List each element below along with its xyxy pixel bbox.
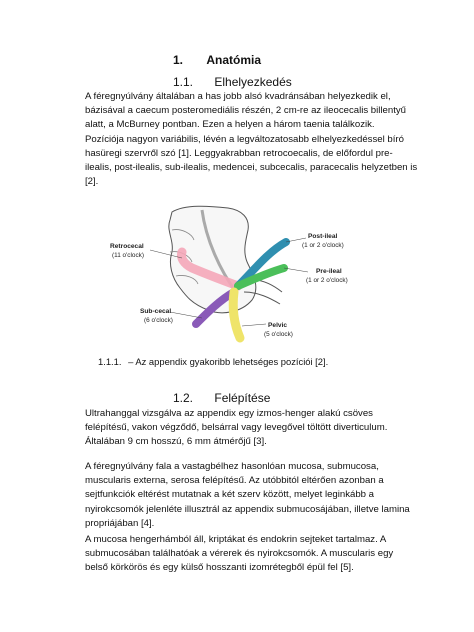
section-1-2-heading [173, 391, 270, 405]
pelvic-label: Pelvic [268, 322, 288, 329]
text-line: A féregnyúlvány fala a vastagbélhez hasonlóan mucosa, submucosa, [85, 461, 379, 472]
subcecal-label: Sub-cecal [140, 308, 172, 315]
appendix-positions-figure [110, 200, 360, 350]
section-number: 1.2. [173, 391, 194, 405]
section-title: Anatómia [206, 53, 262, 67]
section-number: 1. [173, 53, 184, 67]
text-line: A mucosa hengerhámból áll, kriptákat és endokrin sejteket tartalmaz. A [85, 534, 387, 545]
text-line: propriájában [4]. [85, 517, 155, 529]
text-line: muscularis externa, serosa felépítésű. Az utóbbitól eltérően azonban a [85, 475, 384, 487]
text-line: felépítésű, vakon végződő, belsárral vagy levegővel töltött diverticulum. [85, 422, 388, 434]
paragraph-location [85, 90, 417, 189]
text-line: alatt, a McBurney pontban. Ezen a helyen a három taenia találkozik. [85, 119, 375, 131]
pelvic-position: (5 o'clock) [264, 331, 293, 338]
paragraph-ultrasound [85, 407, 387, 450]
preileal-label: Pre-ileal [316, 268, 342, 275]
text-line: Pozíciója nagyon variábilis, lévén a legváltozatosabb elhelyezkedéssel bíró [85, 133, 404, 145]
postileal-label: Post-ileal [308, 233, 338, 240]
figure-caption [98, 356, 328, 367]
text-line: ilealis, post-ilealis, sub-ilealis, medencei, subcecalis, paracecalis helyzetben is [85, 162, 418, 174]
postileal-position: (1 or 2 o'clock) [302, 242, 344, 249]
paragraph-mucosa [85, 533, 393, 576]
section-1-heading [173, 53, 261, 67]
text-line: hasüregi szervről szó [1]. Leggyakrabban retrocoecalis, de előfordul pre- [85, 147, 393, 159]
section-title: Elhelyezkedés [214, 75, 292, 89]
text-line: A féregnyúlvány általában a has jobb alsó kvadránsában helyezkedik el, [85, 91, 391, 102]
subcecal-position: (6 o'clock) [144, 317, 173, 324]
text-line: belső körkörös és egy külső hosszanti izomrétegből épül fel [5]. [85, 562, 354, 574]
preileal-position: (1 or 2 o'clock) [306, 277, 348, 284]
text-line: [2]. [85, 176, 99, 188]
text-line: Általában 9 cm hosszú, 6 mm átmérőjű [3]. [85, 436, 267, 448]
caption-text: – Az appendix gyakoribb lehetséges pozíciói [2]. [128, 356, 329, 367]
text-line: bázisával a caecum posteromediális részén, 2 cm-re az ileocecalis billentyű [85, 105, 407, 117]
pelvic-leader [242, 324, 266, 326]
section-1-1-heading [173, 75, 292, 89]
section-number: 1.1. [173, 75, 194, 89]
retrocecal-label: Retrocecal [110, 243, 144, 250]
text-line: Ultrahanggal vizsgálva az appendix egy izmos-henger alakú csöves [85, 408, 373, 419]
caption-number: 1.1.1. [98, 356, 122, 367]
paragraph-wall-layers [85, 460, 410, 531]
text-line: nyirokcsomók jelenléte illusztrál az appendix submucosájában, illetve lamina [85, 503, 410, 515]
section-title: Felépítése [214, 391, 271, 405]
subcecal-leader [170, 312, 202, 318]
text-line: sejtfunkciók eltérést mutatnak a két szerv között, melyet leginkább a [85, 489, 375, 501]
text-line: submucosában találhatóak a vérerek és nyirokcsomók. A muscularis egy [85, 548, 394, 560]
retrocecal-position: (11 o'clock) [112, 252, 144, 259]
preileal-leader [284, 268, 308, 272]
